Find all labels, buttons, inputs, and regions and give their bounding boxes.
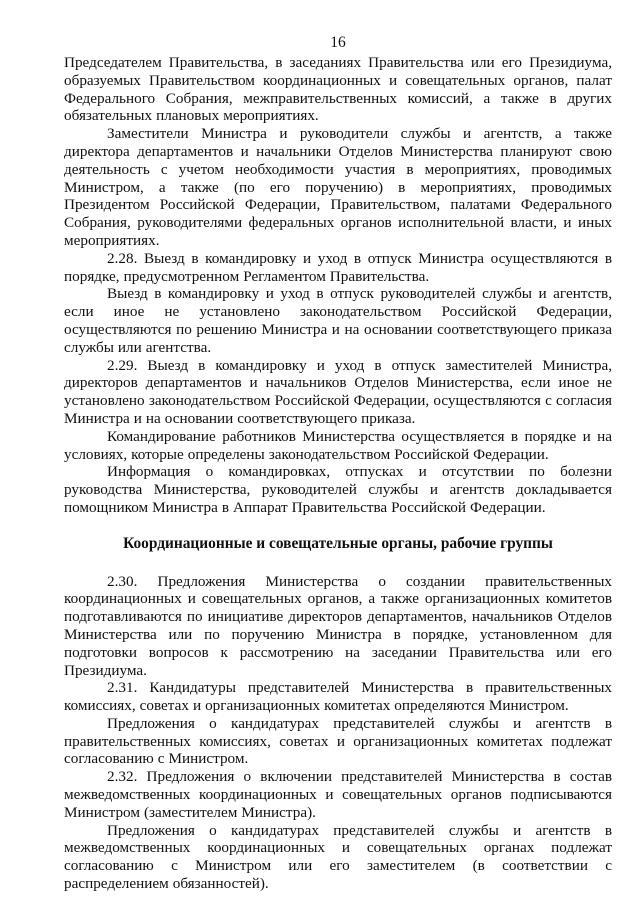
paragraph-2-28: 2.28. Выезд в командировку и уход в отпуск Министра осуществляются в порядке, предусмотренном Регламентом Правительства. xyxy=(64,249,612,285)
section-heading: Координационные и совещательные органы, рабочие группы xyxy=(123,534,553,552)
paragraph-2-29-business-trips: Командирование работников Министерства осуществляется в порядке и на условиях, которые определены законодательством Российской Федерации. xyxy=(64,427,612,463)
paragraph-2-29-information: Информация о командировках, отпусках и отсутствии по болезни руководства Министерства, руководителей службы и агентств докладывается помощником Министра в Аппарат Правительства Российской Федерации. xyxy=(64,463,612,516)
page-number: 16 xyxy=(330,34,346,51)
paragraph-2-32: 2.32. Предложения о включении представителей Министерства в состав межведомственных координационных и совещательных органов подписываются Министром (заместителем Министра). xyxy=(64,768,612,821)
paragraph-2-29: 2.29. Выезд в командировку и уход в отпуск заместителей Министра, директоров департаментов и начальников Отделов Министерства, если иное не установлено законодательством Российской Федерации, осуществляются с согласия Министра и на основании соответствующего приказа. xyxy=(64,356,612,427)
document-page xyxy=(64,34,612,893)
paragraph-2-31: 2.31. Кандидатуры представителей Министерства в правительственных комиссиях, советах и организационных комитетах определяются Министром. xyxy=(64,679,612,715)
paragraph-2-32-proposals: Предложения о кандидатурах представителей службы и агентств в межведомственных координационных и совещательных органах подлежат согласованию с Министром или его заместителем (в соответствии с распределением обязанностей). xyxy=(64,821,612,893)
paragraph-2-28-agencies: Выезд в командировку и уход в отпуск руководителей службы и агентств, если иное не установлено законодательством Российской Федерации, осуществляются по решению Министра и на основании соответствующего приказа службы или агентства. xyxy=(64,285,612,356)
paragraph-2-30: 2.30. Предложения Министерства о создании правительственных координационных и совещательных органов, а также организационных комитетов подготавливаются по инициативе директоров департаментов, начальников Отделов Министерства или по поручению Министра в порядке, установленном для подготовки вопросов к рассмотрению на заседании Правительства или его Президиума. xyxy=(64,572,612,679)
paragraph-2-31-proposals: Предложения о кандидатурах представителей службы и агентств в правительственных комиссиях, советах и организационных комитетах подлежат согласованию с Министром. xyxy=(64,714,612,768)
paragraph-continuation: Председателем Правительства, в заседаниях Правительства или его Президиума, образуемых Правительством координационных и совещательных органов, палат Федерального Собрания, межправительственных комиссий, а также в других обязательных плановых мероприятиях. xyxy=(64,54,612,125)
paragraph-deputies-planning: Заместители Министра и руководители службы и агентств, а также директора департаментов и начальники Отделов Министерства планируют свою деятельность с учетом необходимости участия в мероприятиях, проводимых Министром, а также (по его поручению) в мероприятиях, проводимых Президентом Российской Федерации, Правительством, палатами Федерального Собрания, руководителями федеральных органов исполнительной власти, и иных мероприятиях. xyxy=(64,125,612,249)
